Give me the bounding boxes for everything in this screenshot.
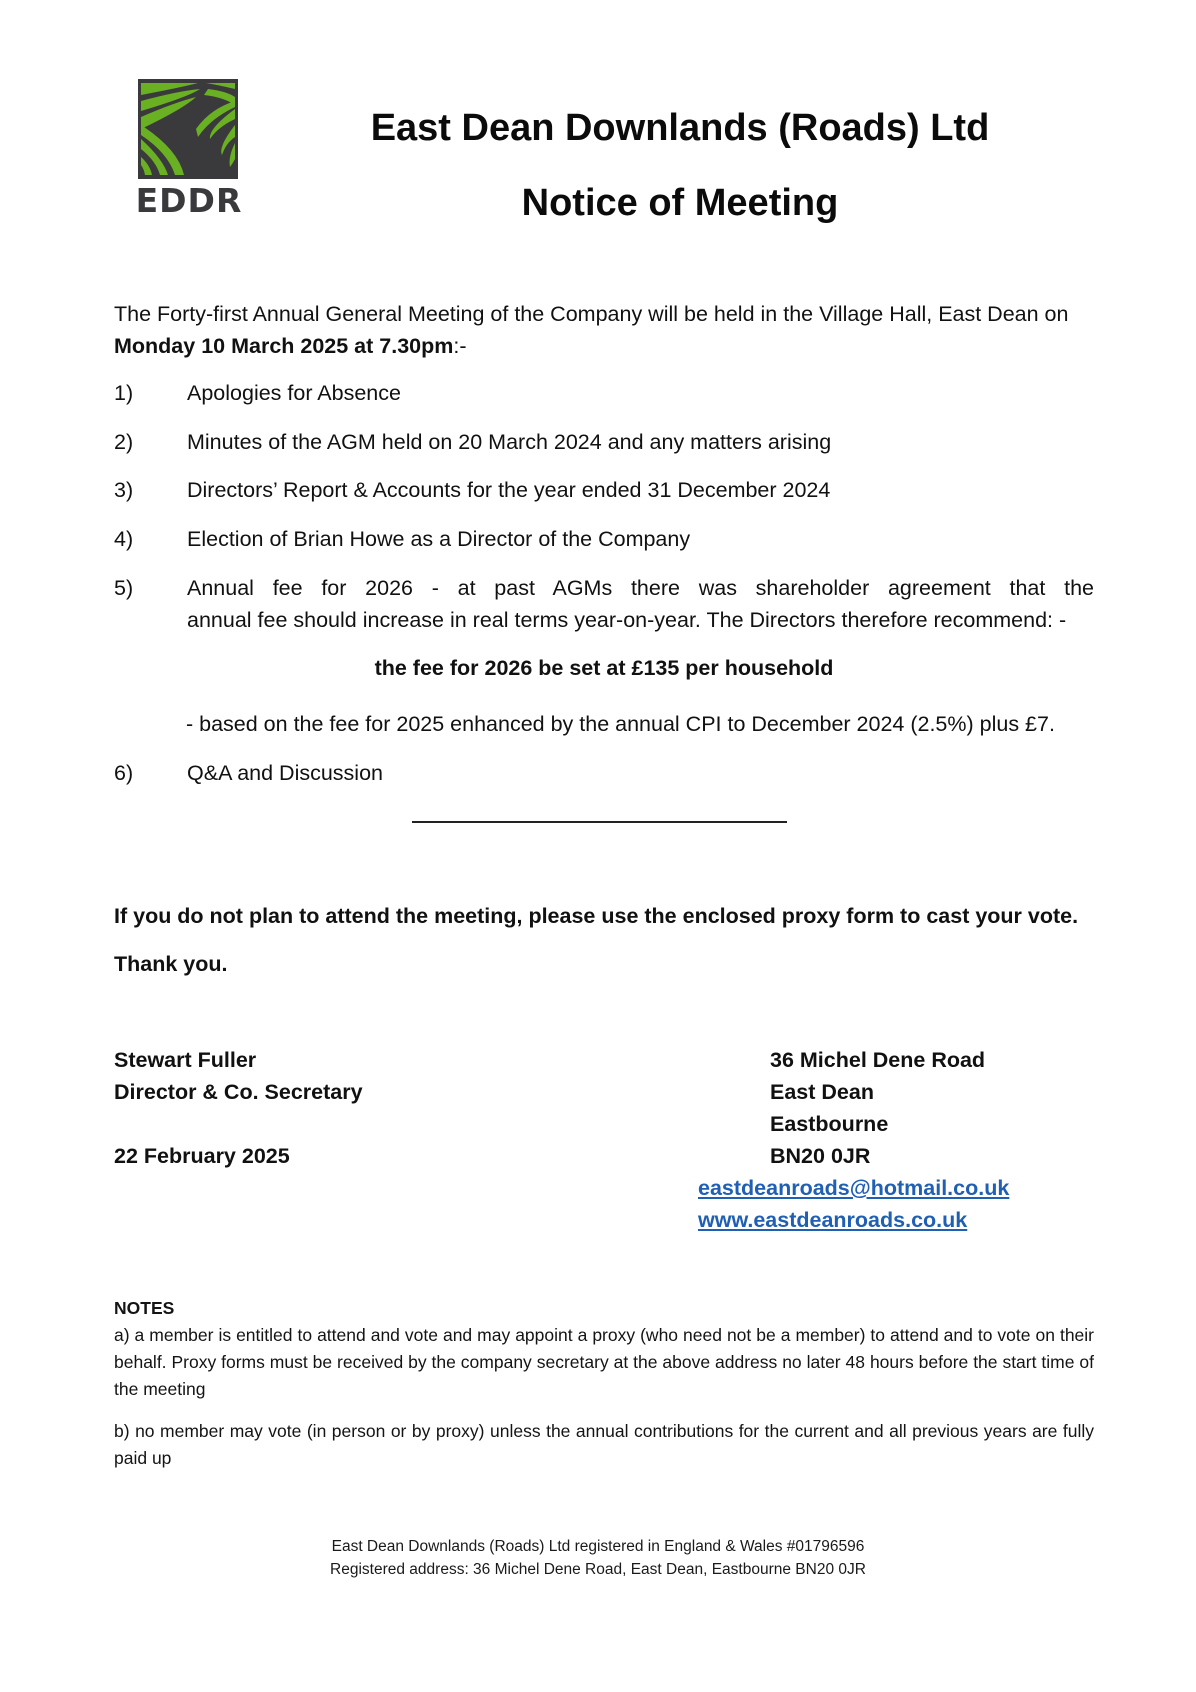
address-block <box>770 1044 1120 1172</box>
signatory-block <box>114 1044 514 1108</box>
agenda-item <box>114 377 1094 409</box>
fee-recommendation-basis: - based on the fee for 2025 enhanced by the annual CPI to December 2024 (2.5%) plus £7. <box>186 712 1055 736</box>
address-line: Eastbourne <box>770 1112 889 1136</box>
meeting-date-time: Monday 10 March 2025 at 7.30pm <box>114 334 454 358</box>
agenda-number: 2) <box>114 430 134 454</box>
website-link[interactable]: www.eastdeanroads.co.uk <box>698 1208 968 1232</box>
address-postcode: BN20 0JR <box>770 1144 871 1168</box>
agenda-number: 1) <box>114 381 134 405</box>
agenda-item <box>114 474 1094 506</box>
agenda-text: Apologies for Absence <box>187 381 401 405</box>
meeting-intro <box>114 298 1094 362</box>
note-a: a) a member is entitled to attend and vote and may appoint a proxy (who need not be a member) to attend and to vote on their behalf. Proxy forms must be received by the company secretary at the above address no later 48 hours before the start time of the meeting <box>114 1325 1094 1399</box>
thank-you: Thank you. <box>114 952 228 976</box>
footer-registered-address: Registered address: 36 Michel Dene Road, East Dean, Eastbourne BN20 0JR <box>330 1561 866 1578</box>
proxy-message: If you do not plan to attend the meeting, please use the enclosed proxy form to cast your vote. <box>114 904 1079 928</box>
agenda-item <box>114 523 1094 555</box>
logo-text: EDDR <box>135 181 243 220</box>
agenda-text-line: annual fee should increase in real terms year-on-year. The Directors therefore recommend: - <box>187 608 1067 632</box>
notice-date: 22 February 2025 <box>114 1144 290 1168</box>
section-divider <box>412 821 787 823</box>
agenda-text: Election of Brian Howe as a Director of the Company <box>187 527 691 551</box>
agenda-item <box>114 572 1094 636</box>
agenda-text: Directors’ Report & Accounts for the year ended 31 December 2024 <box>187 478 831 502</box>
agenda-number: 3) <box>114 478 134 502</box>
document-title: Notice of Meeting <box>521 182 839 224</box>
signatory-role: Director & Co. Secretary <box>114 1080 363 1104</box>
email-link[interactable]: eastdeanroads@hotmail.co.uk <box>698 1176 1010 1200</box>
notes-heading: NOTES <box>114 1298 175 1318</box>
agenda-text: Q&A and Discussion <box>187 761 383 785</box>
signatory-name: Stewart Fuller <box>114 1048 257 1072</box>
agenda-number: 5) <box>114 576 134 600</box>
agenda-text-line: Annual fee for 2026 - at past AGMs there was shareholder agreement that the <box>187 576 1094 600</box>
note-b: b) no member may vote (in person or by proxy) unless the annual contributions for the current and all previous years are fully paid up <box>114 1421 1094 1468</box>
agenda-number: 4) <box>114 527 134 551</box>
company-logo <box>135 79 243 220</box>
agenda-text <box>187 572 1094 636</box>
agenda-text: Minutes of the AGM held on 20 March 2024 and any matters arising <box>187 430 832 454</box>
agenda-item <box>114 757 1094 789</box>
road-fields-logo-icon <box>138 79 238 179</box>
intro-suffix: :- <box>453 334 467 358</box>
address-line: East Dean <box>770 1080 874 1104</box>
footer-registration: East Dean Downlands (Roads) Ltd registered in England & Wales #01796596 <box>331 1538 865 1555</box>
agenda-item <box>114 426 1094 458</box>
address-line: 36 Michel Dene Road <box>770 1048 986 1072</box>
intro-text: The Forty-first Annual General Meeting of the Company will be held in the Village Hall, East Dean on <box>114 302 1069 326</box>
company-name-heading: East Dean Downlands (Roads) Ltd <box>370 107 990 149</box>
agenda-number: 6) <box>114 761 134 785</box>
fee-recommendation: the fee for 2026 be set at £135 per household <box>374 656 834 680</box>
